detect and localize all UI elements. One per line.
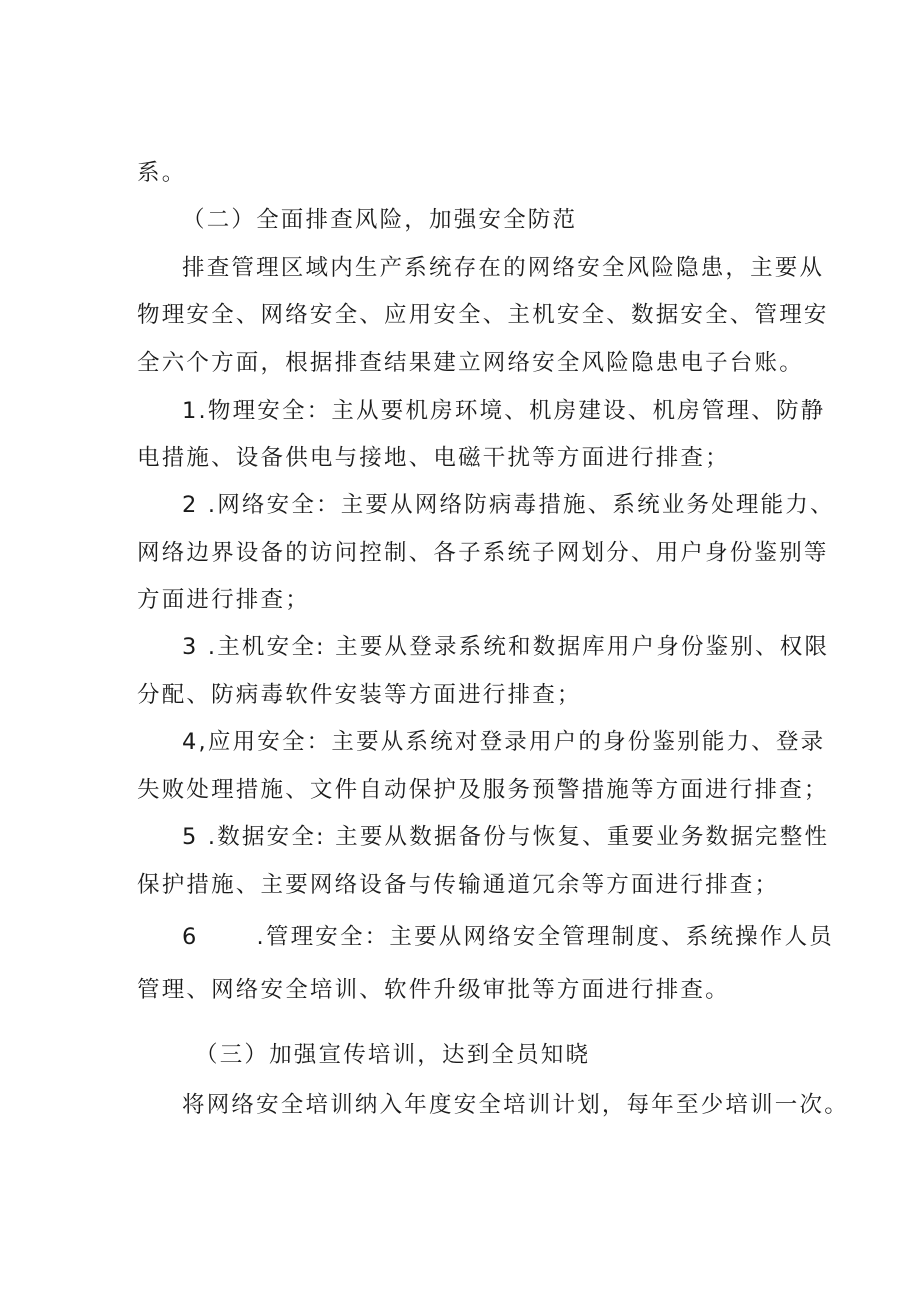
section3-heading: （三）加强宣传培训，达到全员知晓 <box>195 1042 591 1068</box>
item1-line-1: 1.物理安全：主从要机房环境、机房建设、机房管理、防静 <box>182 398 826 424</box>
section2-para-line-3: 全六个方面，根据排查结果建立网络安全风险隐患电子台账。 <box>137 350 804 376</box>
item6-line-2: 管理、网络安全培训、软件升级审批等方面进行排查。 <box>137 977 730 1003</box>
item2-line-3: 方面进行排查； <box>137 587 310 613</box>
item1-line-2: 电措施、设备供电与接地、电磁干扰等方面进行排查； <box>137 445 730 471</box>
item2-line-1: 2 .网络安全：主要从网络防病毒措施、系统业务处理能力、 <box>182 492 835 518</box>
item6-line-1-text: .管理安全：主要从网络安全管理制度、系统操作人员 <box>256 924 834 950</box>
section3-para-line-1: 将网络安全培训纳入年度安全培训计划，每年至少培训一次。 <box>182 1092 849 1118</box>
section2-para-line-2: 物理安全、网络安全、应用安全、主机安全、数据安全、管理安 <box>137 302 829 328</box>
item5-line-1: 5 .数据安全: 主要从数据备份与恢复、重要业务数据完整性 <box>182 824 830 850</box>
item3-line-2: 分配、防病毒软件安装等方面进行排查； <box>137 682 582 708</box>
item3-line-1: 3 .主机安全: 主要从登录系统和数据库用户身份鉴别、权限 <box>182 634 830 660</box>
item5-line-2: 保护措施、主要网络设备与传输通道冗余等方面进行排查； <box>137 872 780 898</box>
item4-line-1: 4,应用安全：主要从系统对登录用户的身份鉴别能力、登录 <box>182 729 826 755</box>
item6-number: 6 <box>182 924 199 950</box>
item4-line-2: 失败处理措施、文件自动保护及服务预警措施等方面进行排查； <box>137 777 829 803</box>
item6-line-1 <box>182 922 834 952</box>
item2-line-2: 网络边界设备的访问控制、各子系统子网划分、用户身份鉴别等 <box>137 540 829 566</box>
section2-heading: （二）全面排查风险，加强安全防范 <box>182 207 578 233</box>
section2-para-line-1: 排查管理区域内生产系统存在的网络安全风险隐患，主要从 <box>182 255 825 281</box>
intro-tail-line: 系。 <box>137 160 187 186</box>
